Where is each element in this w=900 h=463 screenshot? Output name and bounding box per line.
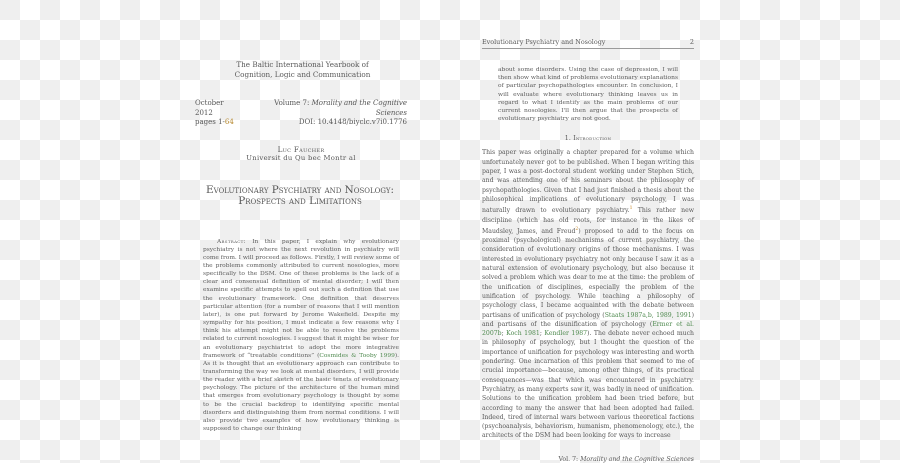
paper-title xyxy=(191,185,409,208)
footer-volume: Vol. 7: xyxy=(558,455,581,463)
running-title: Evolutionary Psychiatry and Nosology xyxy=(482,38,606,46)
running-header xyxy=(482,38,694,49)
body-text: ; xyxy=(539,330,545,338)
abstract-continued xyxy=(498,66,678,123)
journal-name-line1: The Baltic International Yearbook of xyxy=(236,60,369,69)
issue-date: October 2012 xyxy=(195,99,224,117)
last-page-link[interactable]: 64 xyxy=(224,118,234,126)
volume-title: Morality and the Cognitive Sciences xyxy=(311,99,407,117)
abstract-continued-text: about some disorders. Using the case of depression, I will then show what kind of problems evolutionary explanations of particular psychopathologies encounter. In conclusion, I will evaluate where evolutionary thinking leaves us in regard to what I identify as the main problems of our current nosologies. I'll then argue that the prospects of evolutionary psychiatry are not good. xyxy=(498,66,678,123)
abstract-text: ). As it is thought that an evolutionary approach can contribute to transforming the way we look at mental disorders, I will provide the reader with a brief sketch of the basic tenets of evolutionary psychology. The picture of the architecture of the human mind that emerges from evolutionary psychology is thought by some to be the crucial backdrop to identifying specific mental disorders and distinguishing them from normal conditions. I will also provide two examples of how evolutionary thinking is supposed to change our thinking xyxy=(203,352,400,433)
citation-link[interactable]: Cosmides & Tooby 1999 xyxy=(319,352,395,359)
body-text: ). The debate never echoed much in philosophy of psychology, but I thought the question of the importance of unification for psychology was interesting and worth pondering. One incarnation of this problem that seemed to me of crucial importance—because, among other things, of its practical consequences—was that which was encountered in psychiatry. Psychiatry, as many experts saw it, was badly in need of unification. Solutions to the unification problem had been tried before, but according to many the answer that had been adopted had failed. Indeed, tired of internal wars between various theoretical factions (psychoanalysis, behaviorism, humanism, phenomenology, etc.), the architects of the DSM had been looking for ways to increase xyxy=(482,330,695,440)
author-block xyxy=(195,145,407,163)
section-heading: 1. Introduction xyxy=(564,135,612,143)
abstract-label: Abstract: xyxy=(217,238,246,245)
footer-volume-title: Morality and the Cognitive Sciences xyxy=(580,455,694,463)
author-name: Luc Faucher xyxy=(277,144,325,154)
page-footer xyxy=(482,456,694,463)
body-text: This paper was originally a chapter prepared for a volume which unfortunately never got to be published. When I began writing this paper, I was a post-doctoral student working under Stephen Stich, and was attending one of his seminars about the philosophy of psychopathologies. Given that I had just finished a thesis about the philosophical implications of evolutionary psychology, I was naturally drawn to evolutionary psychiatry. xyxy=(482,149,694,215)
title-page xyxy=(195,60,407,433)
volume-number: Volume 7: xyxy=(274,99,312,107)
citation-link[interactable]: Ermer et al. 2007b xyxy=(482,320,694,338)
body-page xyxy=(482,38,694,463)
citation-link[interactable]: Kendler 1987 xyxy=(544,330,588,338)
body-text: ; xyxy=(501,330,507,338)
paper-title-line1: Evolutionary Psychiatry and Nosology: xyxy=(205,183,395,196)
introduction-body xyxy=(482,148,694,440)
page-number: 2 xyxy=(689,38,694,46)
body-text: ) proposed to add to the focus on proximal (psychological) mechanisms of current psychiatry, the consideration of evolutionary origins of those mechanisms. I was interested in evolutionary psychiatry not only because I saw it as a natural extension of evolutionary psychology, but also because it solved a problem which was dear to me at the time: the problem of the unification of disciplines, especially the problem of the unification of psychology. While teaching a philosophy of psychology class, I became acquainted with the debate between partisans of unification of psychology ( xyxy=(482,227,694,319)
footnote-marker[interactable]: 1 xyxy=(629,206,633,212)
issue-metadata xyxy=(195,99,407,128)
abstract-text: In this paper, I explain why evolutionary psychiatry is not where the next revolution in psychiatry will come from. I will proceed as follows. Firstly, I will review some of the problems commonly attributed to current nosologies, more specifically to the DSM. One of these problems is the lack of a clear and consensual definition of mental disorder; I will then examine specific attempts to spell out such a definition that use the evolutionary framework. One definition that deserves particular attention (for a number of reasons that I will mention later), is one put forward by Jerome Wakefield. Despite my sympathy for his position, I must indicate a few reasons why I think his attempt might not be able to resolve the problems related to current nosologies. I suggest that it might be wiser for an evolutionary psychiatrist to adopt the more integrative framework of “treatable conditions” ( xyxy=(203,238,400,359)
paper-title-line2: Prospects and Limitations xyxy=(238,195,362,207)
journal-name xyxy=(205,60,400,80)
citation-link[interactable]: Staats 1987a,b, 1989, 1991 xyxy=(604,311,692,319)
citation-link[interactable]: Koch 1981 xyxy=(506,330,540,338)
page-range-prefix: pages 1- xyxy=(195,118,225,126)
author-affiliation: Universit du Qu bec Montr al xyxy=(246,153,356,162)
journal-name-line2: Cognition, Logic and Communication xyxy=(234,70,371,79)
footnote-marker[interactable]: 2 xyxy=(575,226,579,232)
page-range xyxy=(195,118,243,128)
doi: DOI: 10.4148/biyclc.v7i0.1776 xyxy=(298,118,407,126)
volume-info xyxy=(243,99,407,118)
body-text: This rather new discipline (which has old roots, for instance in the likes of Maudsley, James, and Freud xyxy=(482,207,694,235)
abstract xyxy=(203,238,399,434)
body-text: ) and partisans of the disunification of psychology ( xyxy=(482,311,695,328)
